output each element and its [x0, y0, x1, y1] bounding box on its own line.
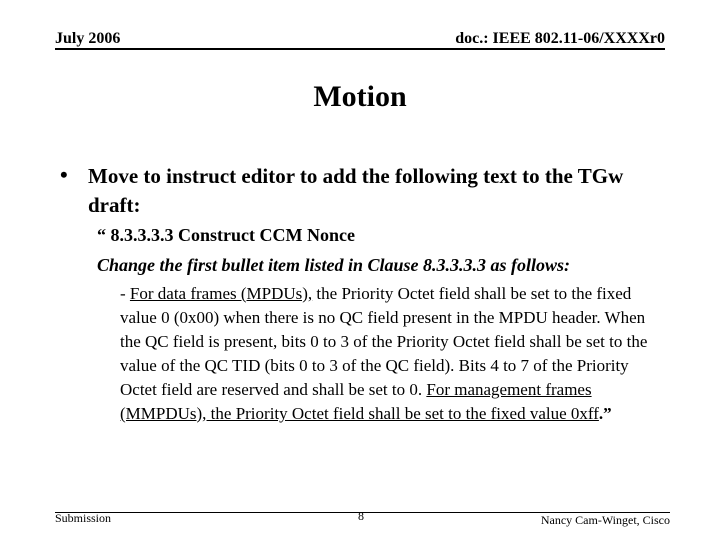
page-number: 8	[358, 509, 364, 523]
header-doc-id: doc.: IEEE 802.11-06/XXXXr0	[455, 30, 665, 47]
header-rule	[55, 48, 665, 50]
inserted-text-management-frames: For management frames (MMPDUs), the Priority Octet field shall be set to the fixed value 0xff	[120, 380, 599, 423]
quote-end: .”	[598, 404, 612, 423]
bullet-text: Move to instruct editor to add the following text to the TGw draft:	[88, 164, 624, 217]
clause-heading: “ 8.3.3.3.3 Construct CCM Nonce	[97, 225, 355, 245]
edit-instruction: Change the first bullet item listed in Clause 8.3.3.3.3 as follows:	[97, 255, 571, 275]
quoted-clause-text	[120, 282, 665, 426]
bullet-marker: •	[60, 162, 68, 187]
slide-title: Motion	[313, 80, 407, 113]
footer-author: Nancy Cam-Winget, Cisco	[540, 513, 670, 527]
quote-dash: -	[120, 284, 130, 303]
quote-body: the Priority Octet field shall be set to the fixed value 0 (0x00) when there is no QC field present in the MPDU header. When the QC field is present, bits 0 to 3 of the Priority Octet field shall be set to the value of the QC TID (bits 0 to 3 of the QC field). Bits 4 to 7 of the Priority Octet field are reserved and shall be set to 0.	[120, 284, 648, 399]
inserted-text-data-frames: For data frames (MPDUs),	[129, 284, 313, 303]
footer-submission: Submission	[55, 511, 112, 525]
header-date: July 2006	[55, 30, 121, 47]
